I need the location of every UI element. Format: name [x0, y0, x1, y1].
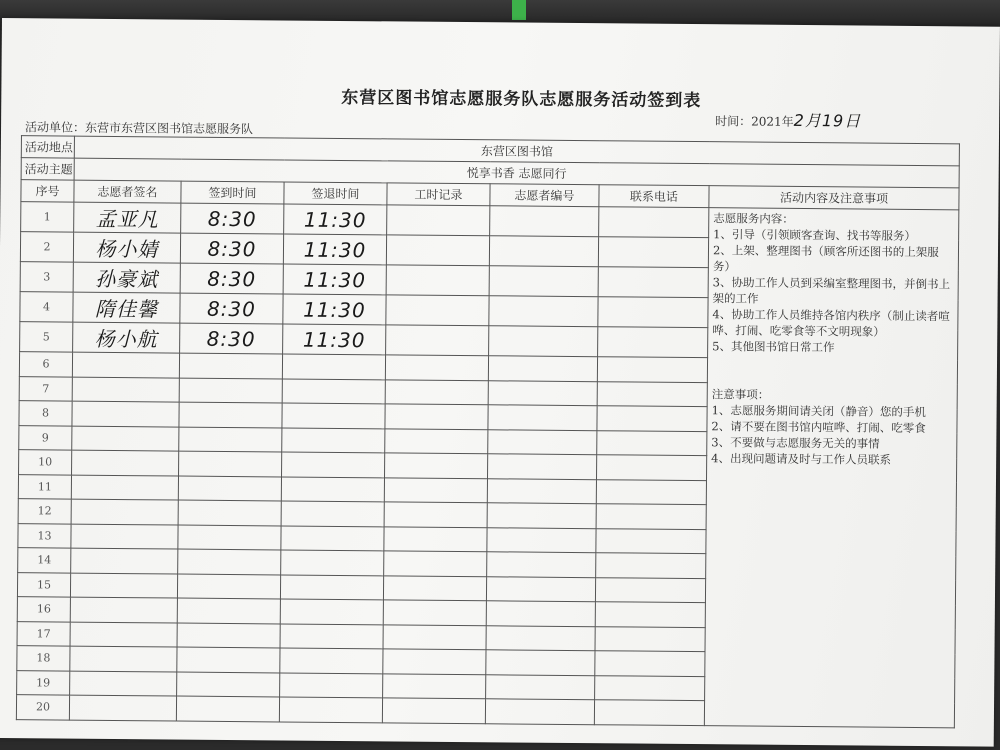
- attention-item: 4、出现问题请及时与工作人员联系: [711, 451, 892, 467]
- header-hours: 工时记录: [387, 183, 490, 206]
- header-volunteer-id: 志愿者编号: [490, 184, 599, 207]
- volunteer-id-cell: [489, 326, 598, 357]
- sign-out-time: [282, 427, 385, 452]
- spacer: [712, 354, 953, 388]
- time-label: 时间：2021年: [715, 114, 794, 129]
- hours-cell: [385, 355, 488, 380]
- sign-in-time: 8:30: [180, 293, 283, 324]
- phone-cell: [595, 577, 705, 602]
- volunteer-id-cell: [489, 236, 598, 267]
- sign-in-time: 8:30: [180, 233, 283, 264]
- time-handwritten: 2月19日: [793, 110, 862, 131]
- header-no: 序号: [21, 180, 74, 202]
- hours-cell: [385, 453, 488, 478]
- volunteer-signature: [71, 475, 178, 500]
- phone-cell: [596, 528, 706, 553]
- volunteer-id-cell: [487, 552, 596, 577]
- sign-in-time: [178, 549, 281, 574]
- sign-in-sheet: [0, 18, 1000, 747]
- volunteer-signature: 孙豪斌: [73, 262, 180, 293]
- green-object: [512, 0, 526, 20]
- row-number: 7: [19, 376, 72, 401]
- content-heading: 志愿服务内容：: [713, 211, 794, 226]
- volunteer-id-cell: [485, 699, 594, 724]
- hours-cell: [386, 325, 489, 356]
- volunteer-signature: [72, 401, 179, 426]
- volunteer-signature: [69, 695, 176, 720]
- theme-value: 悦享书香 志愿同行: [74, 158, 959, 188]
- sign-out-time: [280, 623, 383, 648]
- sign-in-time: [179, 451, 282, 476]
- phone-cell: [597, 381, 707, 406]
- sign-in-time: [177, 672, 280, 697]
- phone-cell: [597, 430, 707, 455]
- volunteer-signature: [72, 377, 179, 402]
- sign-out-time: 11:30: [283, 234, 386, 265]
- row-number: 9: [19, 425, 72, 450]
- attention-item: 3、不要做与志愿服务无关的事情: [711, 435, 880, 451]
- volunteer-id-cell: [488, 454, 597, 479]
- volunteer-id-cell: [486, 625, 595, 650]
- phone-cell: [595, 602, 705, 627]
- row-number: 15: [17, 572, 70, 597]
- hours-cell: [383, 624, 486, 649]
- content-item: 4、协助工作人员维持各馆内秩序（制止读者喧哗、打闹、吃零食等不文明现象）: [712, 307, 950, 339]
- volunteer-signature: 杨小婧: [73, 232, 180, 263]
- sign-out-time: [281, 525, 384, 550]
- hours-cell: [384, 526, 487, 551]
- hours-cell: [384, 551, 487, 576]
- row-number: 20: [16, 695, 69, 720]
- row-number: 12: [18, 499, 71, 524]
- sign-out-time: [280, 648, 383, 673]
- volunteer-id-cell: [489, 266, 598, 297]
- volunteer-signature: [70, 573, 177, 598]
- phone-cell: [595, 675, 705, 700]
- theme-label: 活动主题: [21, 158, 74, 180]
- sign-out-time: [281, 501, 384, 526]
- hours-cell: [382, 698, 485, 723]
- volunteer-signature: [70, 622, 177, 647]
- hours-cell: [383, 600, 486, 625]
- volunteer-id-cell: [487, 503, 596, 528]
- header-signature: 志愿者签名: [74, 180, 181, 203]
- row-number: 17: [17, 621, 70, 646]
- volunteer-signature: [72, 352, 179, 377]
- hours-cell: [383, 673, 486, 698]
- location-value: 东营区图书馆: [74, 136, 959, 166]
- row-number: 2: [20, 232, 73, 262]
- volunteer-signature: [70, 671, 177, 696]
- volunteer-id-cell: [488, 356, 597, 381]
- sign-in-time: [179, 402, 282, 427]
- phone-cell: [596, 553, 706, 578]
- phone-cell: [598, 237, 708, 268]
- hours-cell: [385, 428, 488, 453]
- volunteer-id-cell: [488, 429, 597, 454]
- content-item: 3、协助工作人员到采编室整理图书，并倒书上架的工作: [712, 275, 951, 306]
- sign-in-time: 8:30: [181, 203, 284, 234]
- phone-cell: [596, 479, 706, 504]
- sign-out-time: 11:30: [283, 294, 386, 325]
- row-number: 3: [20, 262, 73, 292]
- sign-out-time: [280, 599, 383, 624]
- activity-unit: 活动单位：东营市东营区图书馆志愿服务队: [24, 120, 254, 137]
- hours-cell: [384, 502, 487, 527]
- sign-in-time: [177, 623, 280, 648]
- content-item: 1、引导（引领顾客查询、找书等服务）: [713, 227, 917, 243]
- attention-heading: 注意事项：: [711, 387, 770, 402]
- row-number: 5: [20, 322, 73, 352]
- sign-out-time: [281, 550, 384, 575]
- row-number: 19: [17, 670, 70, 695]
- volunteer-id-cell: [487, 527, 596, 552]
- row-number: 16: [17, 597, 70, 622]
- sign-out-time: [279, 697, 382, 722]
- sign-out-time: 11:30: [283, 324, 386, 355]
- sign-out-time: 11:30: [283, 264, 386, 295]
- attention-item: 1、志愿服务期间请关闭（静音）您的手机: [711, 403, 926, 420]
- sign-in-time: [177, 598, 280, 623]
- volunteer-signature: [71, 548, 178, 573]
- hours-cell: [386, 295, 489, 326]
- hours-cell: [386, 235, 489, 266]
- content-item: 2、上架、整理图书（顾客所还图书的上架服务）: [712, 243, 939, 274]
- volunteer-signature: [71, 524, 178, 549]
- row-number: 4: [20, 292, 73, 322]
- content-item: 5、其他图书馆日常工作: [712, 339, 835, 355]
- volunteer-id-cell: [489, 296, 598, 327]
- volunteer-signature: [72, 426, 179, 451]
- sign-in-time: [178, 525, 281, 550]
- row-number: 6: [19, 352, 72, 377]
- row-number: 14: [18, 548, 71, 573]
- hours-cell: [386, 265, 489, 296]
- header-sign-out: 签退时间: [284, 182, 387, 205]
- sign-in-time: 8:30: [180, 323, 283, 354]
- phone-cell: [598, 267, 708, 298]
- hours-cell: [387, 205, 490, 236]
- volunteer-id-cell: [486, 674, 595, 699]
- volunteer-signature: [72, 450, 179, 475]
- hours-cell: [385, 404, 488, 429]
- hours-cell: [384, 477, 487, 502]
- attention-item: 2、请不要在图书馆内喧哗、打闹、吃零食: [711, 419, 926, 436]
- volunteer-id-cell: [490, 206, 599, 237]
- hours-cell: [385, 379, 488, 404]
- hours-cell: [383, 575, 486, 600]
- sign-in-time: [178, 476, 281, 501]
- sign-in-time: 8:30: [180, 263, 283, 294]
- phone-cell: [596, 455, 706, 480]
- phone-cell: [596, 504, 706, 529]
- volunteer-signature: [71, 499, 178, 524]
- sign-in-time: [179, 427, 282, 452]
- row-number: 1: [21, 202, 74, 232]
- phone-cell: [595, 651, 705, 676]
- sign-in-time: [179, 353, 282, 378]
- phone-cell: [598, 297, 708, 328]
- volunteer-signature: 杨小航: [73, 322, 180, 353]
- sign-out-time: [280, 574, 383, 599]
- phone-cell: [597, 357, 707, 382]
- sign-out-time: [282, 452, 385, 477]
- header-notes: 活动内容及注意事项: [709, 186, 959, 210]
- row-number: 8: [19, 401, 72, 426]
- sign-in-time: [176, 696, 279, 721]
- phone-cell: [599, 207, 709, 238]
- volunteer-id-cell: [487, 478, 596, 503]
- row-number: 13: [18, 523, 71, 548]
- row-number: 10: [19, 450, 72, 475]
- phone-cell: [597, 406, 707, 431]
- phone-cell: [595, 626, 705, 651]
- header-phone: 联系电话: [599, 185, 709, 208]
- sign-in-table: [16, 135, 960, 728]
- sign-out-time: 11:30: [284, 204, 387, 235]
- volunteer-id-cell: [486, 601, 595, 626]
- volunteer-id-cell: [486, 650, 595, 675]
- volunteer-signature: 隋佳馨: [73, 292, 180, 323]
- volunteer-signature: [70, 646, 177, 671]
- sign-in-time: [177, 574, 280, 599]
- volunteer-id-cell: [486, 576, 595, 601]
- notes-panel: [704, 208, 959, 728]
- header-sign-in: 签到时间: [181, 181, 284, 204]
- volunteer-signature: 孟亚凡: [74, 202, 181, 233]
- volunteer-signature: [70, 597, 177, 622]
- activity-time: [715, 107, 861, 131]
- volunteer-id-cell: [488, 405, 597, 430]
- sign-in-time: [178, 500, 281, 525]
- sign-out-time: [281, 476, 384, 501]
- location-label: 活动地点: [21, 136, 74, 158]
- phone-cell: [594, 700, 704, 725]
- row-number: 18: [17, 646, 70, 671]
- hours-cell: [383, 649, 486, 674]
- sign-out-time: [282, 403, 385, 428]
- volunteer-id-cell: [488, 380, 597, 405]
- sign-in-time: [177, 647, 280, 672]
- sign-in-time: [179, 378, 282, 403]
- phone-cell: [598, 327, 708, 358]
- row-number: 11: [18, 474, 71, 499]
- sign-out-time: [282, 354, 385, 379]
- sign-out-time: [282, 378, 385, 403]
- sheet-title: 东营区图书馆志愿服务队志愿服务活动签到表: [341, 87, 702, 112]
- sign-out-time: [280, 672, 383, 697]
